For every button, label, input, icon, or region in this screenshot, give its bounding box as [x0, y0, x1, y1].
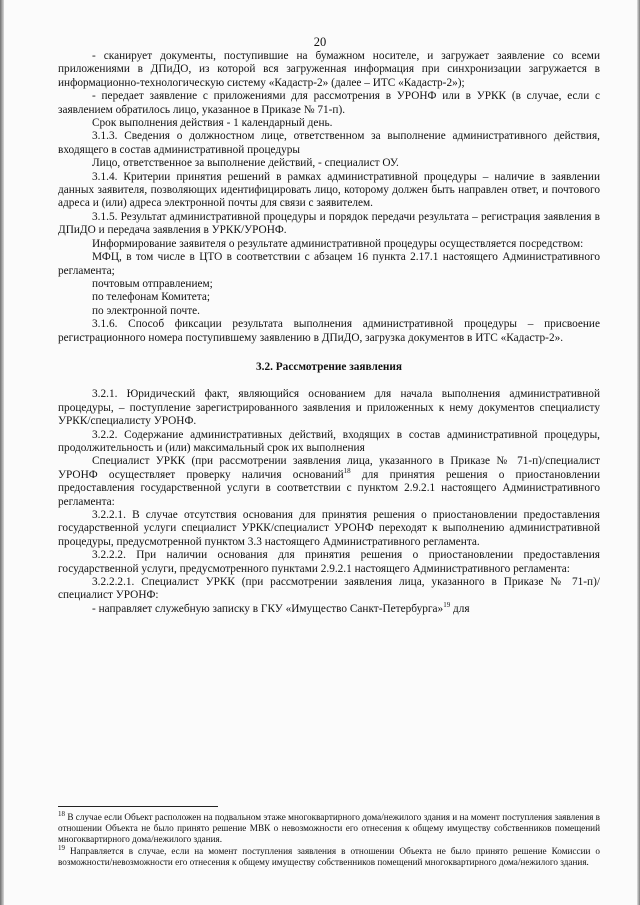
document-body [58, 50, 600, 616]
page-number: 20 [313, 35, 327, 49]
footnote [58, 809, 600, 846]
footnote-mark: 19 [58, 843, 65, 852]
paragraph: Лицо, ответственное за выполнение действий, - специалист ОУ. [92, 157, 399, 170]
footnote [58, 843, 600, 868]
paragraph-text: Специалист УРКК (при рассмотрении заявления лица, указанного в Приказе № 71-п)/специалист УРОНФ осуществляет проверку наличия оснований [58, 455, 600, 481]
paragraph-text: для [450, 602, 470, 615]
paragraph: - передает заявление с приложениями для рассмотрения в УРОНФ или в УРКК (в случае, если с заявлением обратилось лицо, указанное в Приказе № 71-п). [58, 90, 600, 116]
scan-edge-left [0, 0, 4, 905]
paragraph: 3.2.2.2.1. Специалист УРКК (при рассмотрении заявления лица, указанного в Приказе № 71-п)/специалист УРОНФ: [58, 576, 600, 602]
paragraph: Информирование заявителя о результате административной процедуры осуществляется посредством: [92, 237, 584, 250]
paragraph: 3.1.5. Результат административной процедуры и порядок передачи результата – регистрация заявления в ДПиДО и передача заявления в УРКК/УРОНФ. [58, 210, 600, 237]
paragraph-text: для принятия решения о приостановлении предоставления государственной услуги в соответствии с пунктом 2.9.2.1 настоящего Административного регламента: [58, 468, 600, 508]
paragraph [58, 603, 600, 616]
paragraph: - сканирует документы, поступившие на бумажном носителе, и загружает заявление со всеми приложениями в ДПиДО, из которой вся загруженная информация при синхронизации загружается в информационно-технологическую систему «Кадастр-2» (далее – ИТС «Кадастр-2»); [58, 50, 600, 89]
footnotes [58, 809, 600, 868]
footnote-text: В случае если Объект расположен на подвальном этаже многоквартирного дома/нежилого здания и на момент поступления заявления в отношении Объекта не было принято решение МВК о невозможности его отнесения к общему имуществу собственников помещений многоквартирного дома/нежилого здания. [58, 812, 600, 845]
list-item: по телефонам Комитета; [92, 291, 211, 304]
paragraph: МФЦ, в том числе в ЦТО в соответствии с абзацем 16 пункта 2.17.1 настоящего Административного регламента; [58, 251, 600, 277]
paragraph: 3.2.2.2. При наличии основания для принятия решения о приостановлении предоставления государственной услуги, предусмотренного пунктами 2.9.2.1 настоящего Административного регламента: [58, 549, 600, 575]
list-item: по электронной почте. [92, 304, 200, 317]
footnote-mark: 18 [58, 809, 65, 818]
paragraph: 3.2.2.1. В случае отсутствия основания для принятия решения о приостановлении предоставления государственной услуги специалист УРКК/специалист УРОНФ переходят к выполнению административной процедуры, предусмотренной пунктом 3.3 настоящего Административного регламента. [58, 509, 600, 548]
section-title: 3.2. Рассмотрение заявления [256, 360, 402, 373]
footnote-ref: 19 [443, 601, 451, 610]
footnote-divider [58, 806, 218, 807]
paragraph: 3.2.2. Содержание административных действий, входящих в состав административной процедуры, продолжительность и (или) максимальный срок их выполнения [58, 428, 600, 454]
list-item: почтовым отправлением; [92, 277, 213, 290]
footnote-ref: 18 [343, 467, 351, 476]
paragraph: 3.1.4. Критерии принятия решений в рамках административной процедуры – наличие в заявлении данных заявителя, позволяющих идентифицировать лицо, которому должен быть направлен ответ, и почтового адреса и (или) адреса электронной почты для связи с заявителем. [58, 170, 600, 210]
paragraph: 3.1.6. Способ фиксации результата выполнения административной процедуры – присвоение регистрационного номера поступившему заявлению в ДПиДО, загрузка документов в ИТС «Кадастр-2». [58, 318, 600, 344]
footnote-text: Направляется в случае, если на момент поступления заявления в отношении Объекта не было принято решение Комиссии о возможности/невозможности его отнесения к общему имуществу собственников помещений многоквартирного дома/нежилого здания. [58, 845, 600, 867]
paragraph: 3.2.1. Юридический факт, являющийся основанием для начала выполнения административной процедуры, – поступление зарегистрированного заявления и приложенных к нему документов специалисту УРКК/специалисту УРОНФ. [58, 388, 600, 428]
paragraph: Срок выполнения действия - 1 календарный день. [92, 117, 333, 130]
paragraph: 3.1.3. Сведения о должностном лице, ответственном за выполнение административного действия, входящего в состав административной процедуры [58, 130, 600, 156]
paragraph [58, 455, 600, 509]
paragraph-text: - направляет служебную записку в ГКУ «Имущество Санкт-Петербурга» [92, 602, 444, 615]
